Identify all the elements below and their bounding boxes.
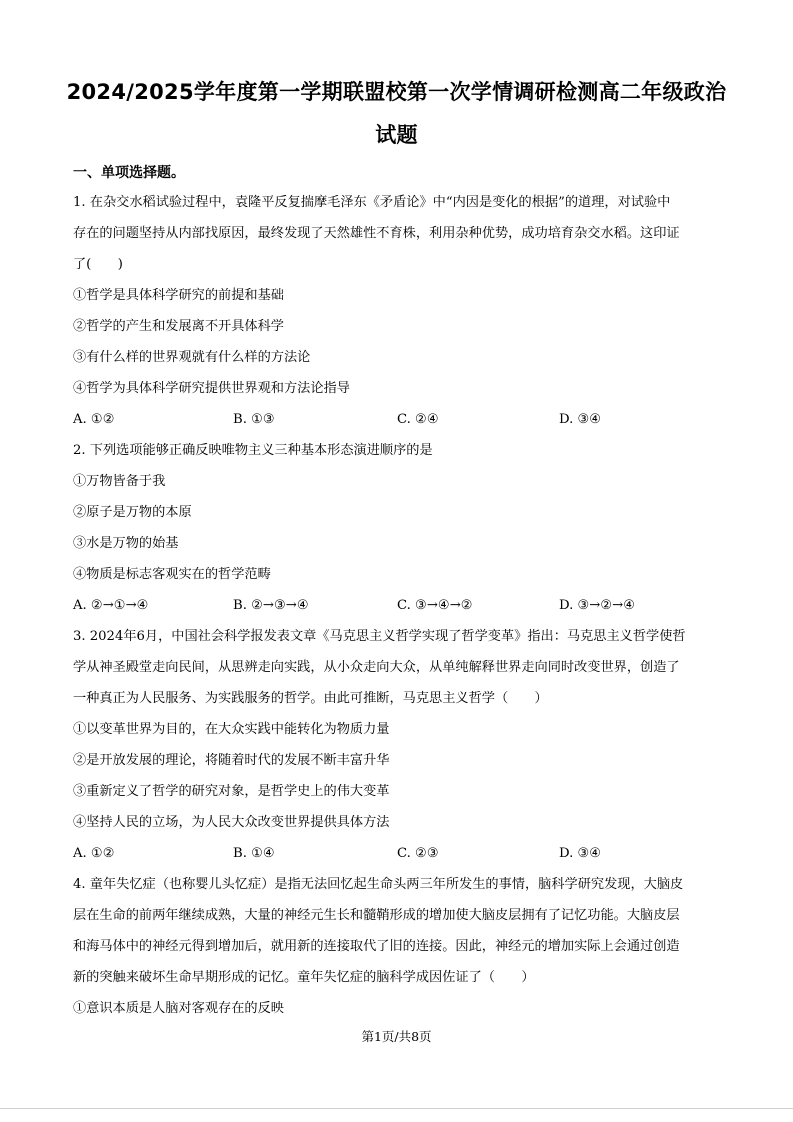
q1-option-a[interactable]: A. ①② <box>73 412 115 427</box>
exam-title-line-2: 试题 <box>375 123 418 147</box>
exam-title-line-1: 2024/2025学年度第一学期联盟校第一次学情调研检测高二年级政治 <box>66 80 727 104</box>
q1-options <box>73 411 733 429</box>
q2-option-c[interactable]: C. ③→④→② <box>397 598 473 613</box>
q2-option-d[interactable]: D. ③→②→④ <box>559 598 636 613</box>
q1-stem-line-1: 1. 在杂交水稻试验过程中，袁隆平反复揣摩毛泽东《矛盾论》中“内因是变化的根据”的道理，对试验中 <box>73 195 671 210</box>
q3-statement-4: ④坚持人民的立场，为人民大众改变世界提供具体方法 <box>73 815 390 830</box>
q4-stem-line-2: 层在生命的前两年继续成熟，大量的神经元生长和髓鞘形成的增加使大脑皮层拥有了记忆功能。大脑皮层 <box>73 908 680 923</box>
q1-statement-3: ③有什么样的世界观就有什么样的方法论 <box>73 350 311 365</box>
q2-statement-1: ①万物皆备于我 <box>73 474 166 489</box>
q3-option-d[interactable]: D. ③④ <box>559 846 602 861</box>
q4-statement-1: ①意识本质是人脑对客观存在的反映 <box>73 1001 284 1016</box>
q4-stem-line-3: 和海马体中的神经元得到增加后，就用新的连接取代了旧的连接。因此，神经元的增加实际上会通过创造 <box>73 939 680 954</box>
q1-option-b[interactable]: B. ①③ <box>233 412 275 427</box>
q3-options <box>73 845 733 863</box>
q2-option-a[interactable]: A. ②→①→④ <box>73 598 149 613</box>
q3-statement-1: ①以变革世界为目的，在大众实践中能转化为物质力量 <box>73 722 390 737</box>
q3-option-c[interactable]: C. ②③ <box>397 846 439 861</box>
q2-options <box>73 597 733 615</box>
q2-statement-3: ③水是万物的始基 <box>73 536 179 551</box>
q2-statement-4: ④物质是标志客观实在的哲学范畴 <box>73 567 271 582</box>
q3-stem-line-3: 一种真正为人民服务、为实践服务的哲学。由此可推断，马克思主义哲学（ ） <box>73 691 548 706</box>
q1-stem-line-2: 存在的问题坚持从内部找原因，最终发现了天然雄性不育株，利用杂种优势，成功培育杂交水稻。这印证 <box>73 226 680 241</box>
q3-stem-line-1: 3. 2024年6月，中国社会科学报发表文章《马克思主义哲学实现了哲学变革》指出：马克思主义哲学使哲 <box>73 629 686 644</box>
section-heading: 一、单项选择题。 <box>73 165 185 181</box>
page-number: 第1页/共8页 <box>361 1029 432 1044</box>
q1-statement-2: ②哲学的产生和发展离不开具体科学 <box>73 319 284 334</box>
q1-statement-4: ④哲学为具体科学研究提供世界观和方法论指导 <box>73 381 350 396</box>
page-bottom-divider <box>0 1108 793 1109</box>
q2-stem-line-1: 2. 下列选项能够正确反映唯物主义三种基本形态演进顺序的是 <box>73 443 433 458</box>
q2-option-b[interactable]: B. ②→③→④ <box>233 598 309 613</box>
q3-option-a[interactable]: A. ①② <box>73 846 115 861</box>
q3-statement-2: ②是开放发展的理论，将随着时代的发展不断丰富升华 <box>73 753 390 768</box>
q1-statement-1: ①哲学是具体科学研究的前提和基础 <box>73 288 284 303</box>
q2-statement-2: ②原子是万物的本原 <box>73 505 192 520</box>
q3-stem-line-2: 学从神圣殿堂走向民间，从思辨走向实践，从小众走向大众，从单纯解释世界走向同时改变世界，创造了 <box>73 660 680 675</box>
q3-statement-3: ③重新定义了哲学的研究对象，是哲学史上的伟大变革 <box>73 784 390 799</box>
q1-option-d[interactable]: D. ③④ <box>559 412 602 427</box>
q1-option-c[interactable]: C. ②④ <box>397 412 439 427</box>
q3-option-b[interactable]: B. ①④ <box>233 846 275 861</box>
q1-stem-line-3: 了( ) <box>73 257 123 272</box>
q4-stem-line-1: 4. 童年失忆症（也称婴儿头忆症）是指无法回忆起生命头两三年所发生的事情，脑科学研究发现，大脑皮 <box>73 877 684 892</box>
q4-stem-line-4: 新的突触来破坏生命早期形成的记忆。童年失忆症的脑科学成因佐证了（ ） <box>73 970 535 985</box>
